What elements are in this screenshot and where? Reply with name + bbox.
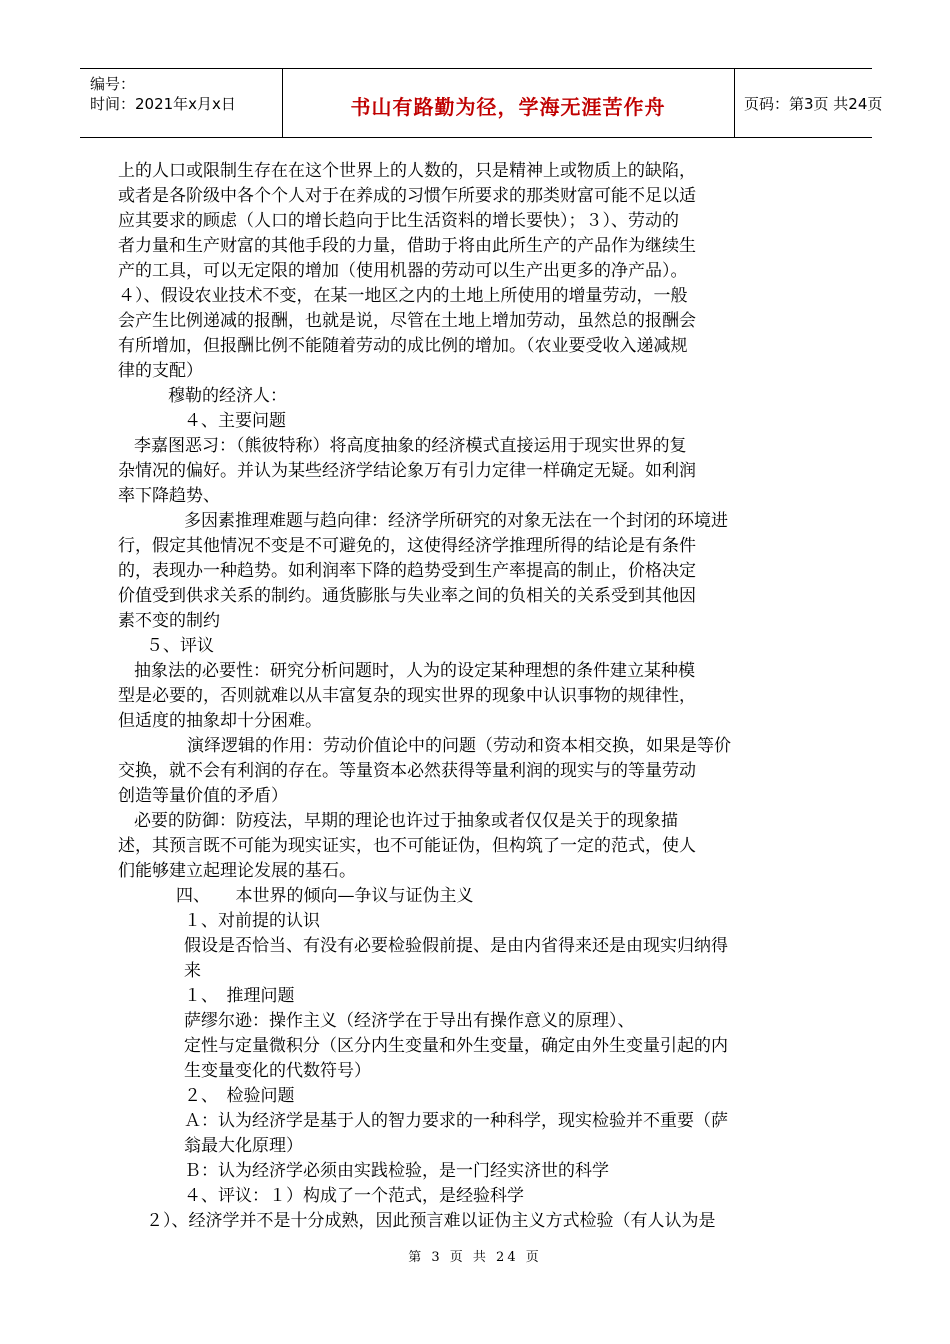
text-line: ４、主要问题 xyxy=(184,411,286,431)
text-line: 李嘉图恶习：（熊彼特称）将高度抽象的经济模式直接运用于现实世界的复 xyxy=(134,436,687,456)
text-line: ４、评议：１）构成了一个范式，是经验科学 xyxy=(184,1186,524,1206)
page-header xyxy=(80,68,883,138)
text-line: 生变量变化的代数符号） xyxy=(184,1061,371,1081)
text-line: 们能够建立起理论发展的基石。 xyxy=(118,861,356,881)
text-line: 必要的防御：防疫法，早期的理论也许过于抽象或者仅仅是关于的现象描 xyxy=(134,811,678,831)
text-line: 素不变的制约 xyxy=(118,611,220,631)
text-line: 上的人口或限制生存在在这个世界上的人数的，只是精神上或物质上的缺陷， xyxy=(118,161,696,181)
text-line: Ａ：认为经济学是基于人的智力要求的一种科学，现实检验并不重要（萨 xyxy=(184,1111,728,1131)
text-line: 有所增加，但报酬比例不能随着劳动的成比例的增加。（农业要受收入递减规 xyxy=(118,336,688,356)
document-number-label: 编号： xyxy=(90,75,136,93)
text-line: 的，表现办一种趋势。如利润率下降的趋势受到生产率提高的制止，价格决定 xyxy=(118,561,696,581)
subsection-heading: ２、 检验问题 xyxy=(184,1086,295,1106)
document-date-label: 时间：2021年x月x日 xyxy=(90,95,236,113)
subsection-heading: １、对前提的认识 xyxy=(184,911,320,931)
subsection-heading: １、 推理问题 xyxy=(184,986,295,1006)
text-line: 翁最大化原理） xyxy=(184,1136,303,1156)
text-line: 但适度的抽象却十分困难。 xyxy=(118,711,322,731)
text-line: 杂情况的偏好。并认为某些经济学结论象万有引力定律一样确定无疑。如利润 xyxy=(118,461,696,481)
text-line: 来 xyxy=(184,961,201,981)
header-motto: 书山有路勤为径，学海无涯苦作舟 xyxy=(350,95,666,119)
text-line: 假设是否恰当、有没有必要检验假前提、是由内省得来还是由现实归纳得 xyxy=(184,936,728,956)
text-line: ２）、经济学并不是十分成熟，因此预言难以证伪主义方式检验（有人认为是 xyxy=(146,1211,716,1231)
text-line: 创造等量价值的矛盾） xyxy=(118,786,288,806)
text-line: 多因素推理难题与趋向律：经济学所研究的对象无法在一个封闭的环境进 xyxy=(184,511,728,531)
text-line: 应其要求的顾虑（人口的增长趋向于比生活资料的增长要快）；３）、劳动的 xyxy=(118,211,679,231)
section-heading: ５、评议 xyxy=(146,636,214,656)
text-line: ４）、假设农业技术不变，在某一地区之内的土地上所使用的增量劳动，一般 xyxy=(118,286,688,306)
text-line: 价值受到供求关系的制约。通货膨胀与失业率之间的负相关的关系受到其他因 xyxy=(118,586,696,606)
text-line: 述，其预言既不可能为现实证实，也不可能证伪，但构筑了一定的范式，使人 xyxy=(118,836,696,856)
header-info-cell xyxy=(80,69,283,137)
text-line: 产的工具，可以无定限的增加（使用机器的劳动可以生产出更多的净产品）。 xyxy=(118,261,688,281)
header-motto-cell xyxy=(282,69,735,137)
text-line: 律的支配） xyxy=(118,361,203,381)
text-line: 行，假定其他情况不变是不可避免的，这使得经济学推理所得的结论是有条件 xyxy=(118,536,696,556)
header-page-number: 页码：第3页 共24页 xyxy=(744,95,883,113)
text-line: 穆勒的经济人： xyxy=(168,386,287,406)
text-line: Ｂ：认为经济学必须由实践检验，是一门经实济世的科学 xyxy=(184,1161,609,1181)
text-line: 型是必要的，否则就难以从丰富复杂的现实世界的现象中认识事物的规律性， xyxy=(118,686,696,706)
text-line: 萨缪尔逊：操作主义（经济学在于导出有操作意义的原理）、 xyxy=(184,1011,635,1031)
text-line: 会产生比例递减的报酬，也就是说，尽管在土地上增加劳动，虽然总的报酬会 xyxy=(118,311,696,331)
text-line: 者力量和生产财富的其他手段的力量，借助于将由此所生产的产品作为继续生 xyxy=(118,236,696,256)
page-footer: 第 3 页 共 24 页 xyxy=(408,1250,542,1265)
text-line: 抽象法的必要性：研究分析问题时，人为的设定某种理想的条件建立某种模 xyxy=(134,661,695,681)
section-heading: 四、 本世界的倾向—争议与证伪主义 xyxy=(176,886,474,906)
text-line: 定性与定量微积分（区分内生变量和外生变量，确定由外生变量引起的内 xyxy=(184,1036,728,1056)
text-line: 率下降趋势、 xyxy=(118,486,220,506)
header-page-cell xyxy=(734,69,883,137)
text-line: 演绎逻辑的作用：劳动价值论中的问题（劳动和资本相交换，如果是等价 xyxy=(187,736,731,756)
text-line: 或者是各阶级中各个个人对于在养成的习惯乍所要求的那类财富可能不足以适 xyxy=(118,186,696,206)
text-line: 交换，就不会有利润的存在。等量资本必然获得等量利润的现实与的等量劳动 xyxy=(118,761,696,781)
